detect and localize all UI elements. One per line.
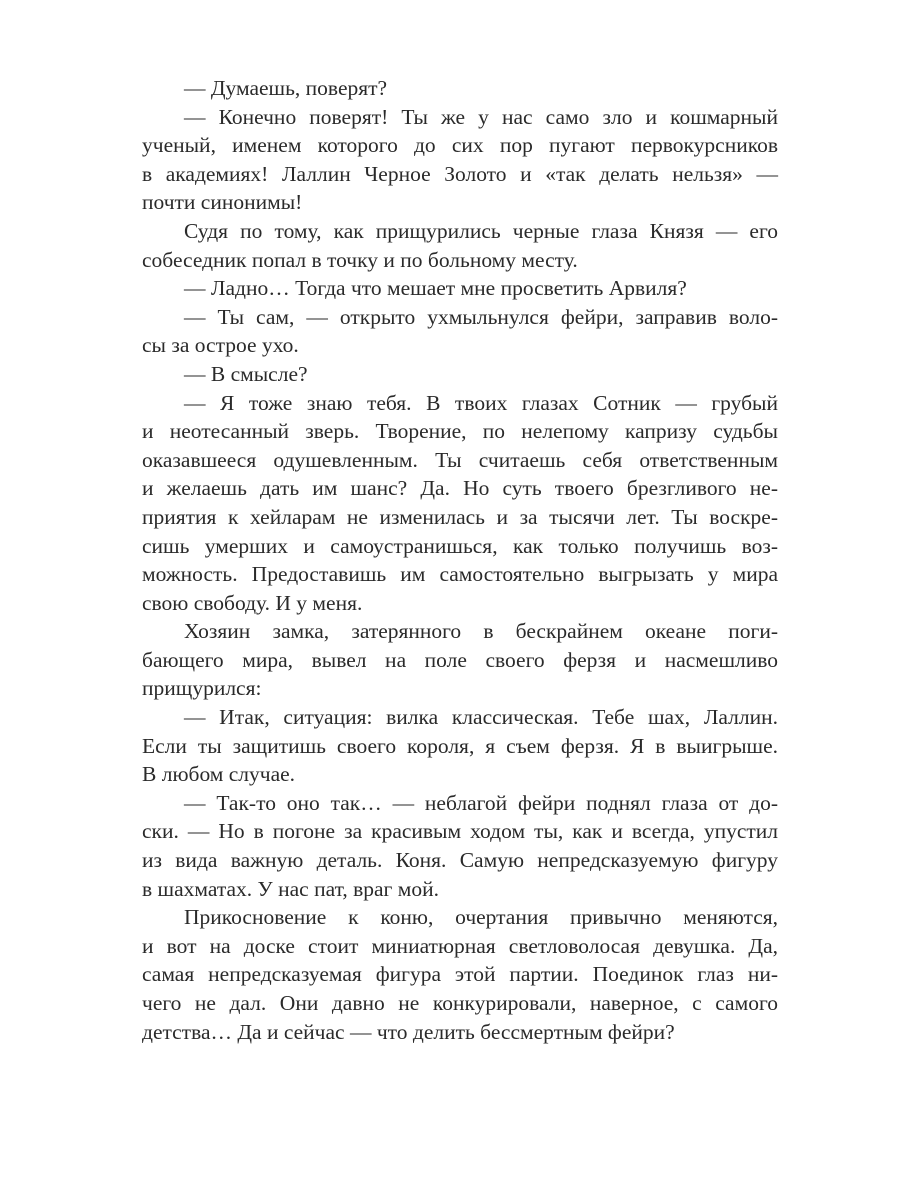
text-line: в шахматах. У нас пат, враг мой. — [142, 876, 439, 901]
text-line: почти синонимы! — [142, 190, 303, 215]
text-line: — Я тоже знаю тебя. В твоих глазах Сотник — грубый — [184, 390, 778, 415]
paragraph — [142, 703, 778, 789]
text-line: В любом случае. — [142, 762, 296, 787]
text-line: ученый, именем которого до сих пор пугают первокурсников — [142, 133, 778, 158]
text-line: — В смысле? — [184, 361, 308, 386]
paragraph — [142, 360, 778, 389]
text-line: прищурился: — [142, 676, 262, 701]
text-line: из вида важную деталь. Коня. Самую непредсказуемую фигуру — [142, 848, 778, 873]
text-line: приятия к хейларам не изменилась и за тысячи лет. Ты воскре- — [142, 504, 778, 529]
text-line: самая непредсказуемая фигура этой партии. Поединок глаз ни- — [142, 962, 778, 987]
text-line: можность. Предоставишь им самостоятельно выгрызать у мира — [142, 562, 778, 587]
text-line: — Конечно поверят! Ты же у нас само зло и кошмарный — [184, 104, 778, 129]
paragraph — [142, 789, 778, 903]
text-line: в академиях! Лаллин Черное Золото и «так делать нельзя» — — [142, 161, 778, 186]
text-line: Если ты защитишь своего короля, я съем ферзя. Я в выигрыше. — [142, 733, 778, 758]
text-line: — Так-то оно так… — неблагой фейри поднял глаза от до- — [184, 790, 778, 815]
paragraph — [142, 389, 778, 618]
text-line: — Ладно… Тогда что мешает мне просветить Арвиля? — [184, 276, 687, 301]
text-line: Хозяин замка, затерянного в бескрайнем океане поги- — [184, 619, 778, 644]
text-line: сишь умерших и самоустранишься, как только получишь воз- — [142, 533, 778, 558]
paragraph — [142, 617, 778, 703]
text-line: Судя по тому, как прищурились черные глаза Князя — его — [184, 218, 778, 243]
book-page-text — [142, 74, 778, 1046]
text-line: сы за острое ухо. — [142, 333, 299, 358]
text-line: — Ты сам, — открыто ухмыльнулся фейри, заправив воло- — [184, 304, 778, 329]
paragraph — [142, 903, 778, 1046]
paragraph — [142, 303, 778, 360]
text-line: собеседник попал в точку и по больному месту. — [142, 247, 578, 272]
text-line: бающего мира, вывел на поле своего ферзя и насмешливо — [142, 647, 778, 672]
paragraph — [142, 103, 778, 217]
text-line: — Думаешь, поверят? — [184, 76, 388, 100]
text-line: чего не дал. Они давно не конкурировали, наверное, с самого — [142, 991, 778, 1015]
text-line: — Итак, ситуация: вилка классическая. Тебе шах, Лаллин. — [184, 705, 778, 730]
text-line: оказавшееся одушевленным. Ты считаешь себя ответственным — [142, 447, 778, 472]
text-line: ски. — Но в погоне за красивым ходом ты, как и всегда, упустил — [142, 819, 778, 844]
paragraph — [142, 217, 778, 274]
text-line: и вот на доске стоит миниатюрная светловолосая девушка. Да, — [142, 933, 778, 958]
text-line: и неотесанный зверь. Творение, по нелепому капризу судьбы — [142, 419, 778, 444]
text-line: Прикосновение к коню, очертания привычно меняются, — [184, 905, 778, 930]
text-line: и желаешь дать им шанс? Да. Но суть твоего брезгливого не- — [142, 476, 778, 501]
paragraph — [142, 74, 778, 103]
text-line: свою свободу. И у меня. — [142, 590, 363, 615]
text-line: детства… Да и сейчас — что делить бессмертным фейри? — [142, 1019, 675, 1044]
paragraph — [142, 274, 778, 303]
